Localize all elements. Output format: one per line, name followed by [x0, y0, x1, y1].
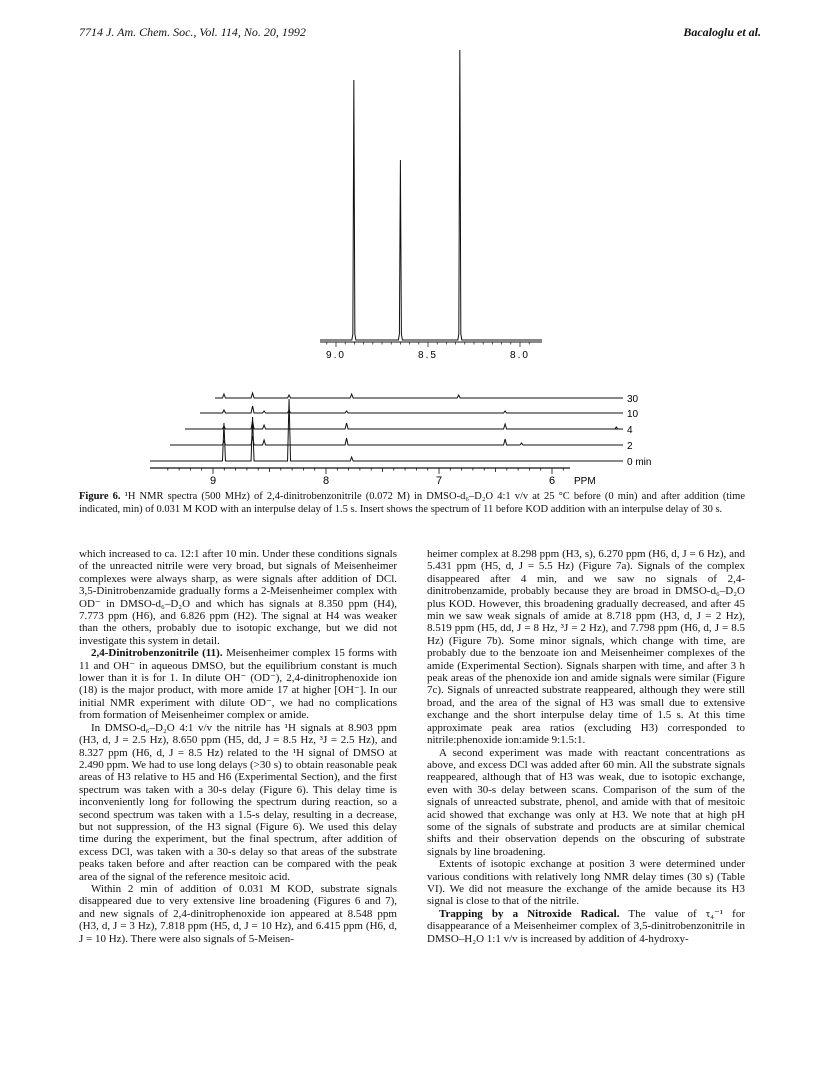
- paragraph-heading: 2,4-Dinitrobenzonitrile (11).: [91, 647, 223, 660]
- inset-tick-label: 8.0: [510, 350, 530, 361]
- paragraph-text: A second experiment was made with reactant concentrations as above, and excess DCl was added after 60 min. All the substrate signals reappeared, although that of H3 was weak, due to isotopic exchange, even with 30-s delay between scans. Comparison of the sum of the signals of unreacted substrate, phenol, and amide with that of mesitoic acid showed that exchange was only at H3. We note that at high pH some of the signals of substrate and products are at similar chemical shifts and their observation depends on the obscuring of substrate signals by line broadening.: [427, 746, 745, 858]
- paragraph-text: Meisenheimer complex 15 forms with 11 and OH⁻ in aqueous DMSO, but the equilibrium constant is much lower than it is for 1. In dilute OH⁻ (OD⁻), 2,4-dinitrophenoxide ion (18) is the major product, with more amide 17 at higher [OH⁻]. In our initial NMR experiment with dilute OD⁻, we had no complications from formation of Meisenheimer complex or amide.: [79, 647, 397, 722]
- figure-label: Figure 6.: [79, 491, 121, 502]
- inset-tick-label: 8.5: [418, 350, 438, 361]
- axis-tick-label: 6: [548, 475, 556, 487]
- spectrum-trace: [170, 436, 615, 445]
- spectrum-trace: [200, 406, 615, 413]
- figure-caption: [79, 491, 745, 516]
- paragraph-heading: Trapping by a Nitroxide Radical.: [439, 907, 620, 920]
- paragraph: [79, 548, 397, 647]
- stacked-traces: [150, 393, 651, 468]
- paragraph: [427, 908, 745, 945]
- axis-tick-label: 8: [322, 475, 330, 487]
- trace-label: 2: [627, 441, 633, 452]
- axis-tick-label: 9: [209, 475, 217, 487]
- axis-unit-label: PPM: [574, 476, 596, 487]
- caption-text: ¹H NMR spectra (500 MHz) of 2,4-dinitrobenzonitrile (0.072 M) in DMSO-d₆–D₂O 4:1 v/v at 25 °C before (0 min) and after addition (time indicated, min) of 0.031 M KOD with an interpulse delay of 1.5 s. Insert shows the spectrum of 11 before KOD addition with an interpulse delay of 30 s.: [79, 491, 746, 515]
- paragraph-text: In DMSO-d₆–D₂O 4:1 v/v the nitrile has ¹H signals at 8.903 ppm (H3, d, J = 2.5 Hz), 8.650 ppm (H5, dd, J = 8.5 Hz, ³J = 2.5 Hz), and 8.327 ppm (H6, d, J = 8.5 Hz) related to the ¹H signal of DMSO at 2.490 ppm. We had to use long delays (>30 s) to obtain reasonable peak areas of H3 relative to H5 and H6 (Experimental Section), and the first spectrum was taken with a 30-s delay (Figure 6). This delay time is inconveniently long for following the spectrum during reaction, so a second spectrum was taken with a 1.5-s delay, resulting in a decrease, but not suppression, of the H3 signal (Figure 6). We used this delay time during the experiment, but the final spectrum, after addition of excess DCl, was taken with a 30-s delay so that areas of the substrate peaks taken before and after reaction can be compared with the peak area of the signal of the reference mesitoic acid.: [79, 721, 397, 883]
- running-header: 7714 J. Am. Chem. Soc., Vol. 114, No. 20, 1992: [79, 25, 306, 39]
- inset-tick-label: 9.0: [326, 350, 346, 361]
- paragraph-text: Extents of isotopic exchange at position 3 were determined under various conditions with relatively long NMR delay times (30 s) (Table VI). We did not measure the exchange of the amide because its H3 signal is close to that of the nitrile.: [427, 858, 745, 908]
- trace-label: 0 min: [627, 457, 652, 468]
- paragraph-text: which increased to ca. 12:1 after 10 min. Under these conditions signals of the unreacted nitrile were very broad, but signals of Meisenheimer complexes were always sharp, as were signals after addition of DCl. 3,5-Dinitrobenzamide gradually forms a 2-Meisenheimer complex with OD⁻ in DMSO-d₆–D₂O and which has signals at 8.350 ppm (H4), 7.773 ppm (H6), and 6.826 ppm (H2). The signal at H4 was weaker than the others, probably due to isotopic exchange, but we did not investigate this system in detail.: [79, 548, 397, 647]
- paragraph: [427, 858, 745, 908]
- inset-trace: [320, 50, 542, 340]
- inset-spectrum: [320, 50, 542, 361]
- paragraph-text: Within 2 min of addition of 0.031 M KOD, substrate signals disappeared due to very extensive line broadening (Figures 6 and 7), and new signals of 2,4-dinitrophenoxide ion appeared at 8.548 ppm (H3, d, J = 3 Hz), 7.818 ppm (H5, d, J = 10 Hz), and 6.415 ppm (H6, d, J = 10 Hz). There were also signals of 5-Meisen-: [79, 882, 397, 945]
- trace-label: 30: [627, 394, 639, 405]
- spectrum-trace: [185, 421, 618, 429]
- left-column: [79, 548, 397, 945]
- paragraph-text: heimer complex at 8.298 ppm (H3, s), 6.270 ppm (H6, d, J = 6 Hz), and 5.431 ppm (H5, d, J = 5.5 Hz) (Figure 7a). Signals of the complex disappeared after 4 min, and we saw no signals of 2,4-dinitrobenzamide, probably because they are broad in DMSO-d₆–D₂O plus KOD. However, this broadening gradually decreased, and after 45 min we saw weak signals of amide at 8.718 ppm (H3, d, J = 2 Hz), 8.519 ppm (H5, dd, J = 8 Hz, ³J = 2 Hz), and 7.798 ppm (H6, d, J = 8.5 Hz) (Figure 7b). Some minor signals, which change with time, are probably due to the benzoate ion and Meisenheimer complexes of the amide (Experimental Section). Signals sharpen with time, and after 3 h peak areas of the phenoxide ion and amide signals were similar (Figure 7c). Signals of unreacted substrate reappeared, although they were still broad, and the area of the signal of H3 was small due to extensive exchange and the short interpulse delay time of 1.5 s. At this time approximate peak area ratios (excluding H3) corresponded to nitrile:phenoxide ion:amide 9:1.5:1.: [427, 548, 745, 747]
- paragraph: [79, 722, 397, 883]
- right-column: [427, 548, 745, 945]
- trace-label: 4: [627, 425, 633, 436]
- spectrum-trace: [150, 399, 615, 461]
- spectrum-trace: [215, 393, 615, 398]
- paragraph: [79, 647, 397, 721]
- paragraph: [427, 747, 745, 859]
- paragraph-text: The value of τ₄⁻¹ for disappearance of a Meisenheimer complex of 3,5-dinitrobenzonitrile in DMSO–H₂O 1:1 v/v is increased by addition of 4-hydroxy-: [427, 907, 746, 945]
- running-header-authors: Bacaloglu et al.: [683, 25, 761, 39]
- trace-label: 10: [627, 409, 639, 420]
- nmr-spectra-figure: [150, 40, 710, 500]
- paragraph: [427, 548, 745, 747]
- axis-tick-label: 7: [435, 475, 443, 487]
- ppm-axis: [150, 468, 596, 487]
- paragraph: [79, 883, 397, 945]
